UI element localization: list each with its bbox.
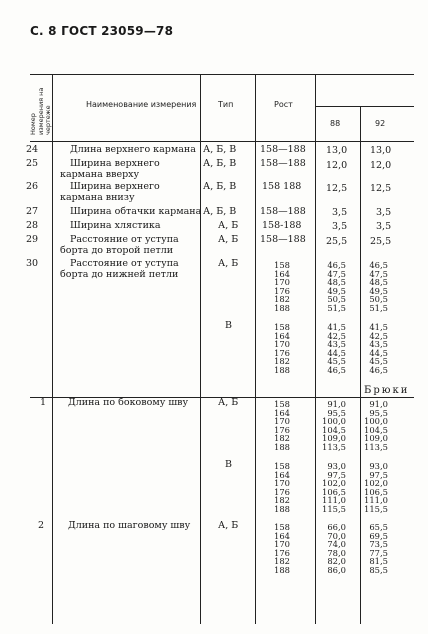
row-number: 28 [26,220,39,231]
row-type: А, Б [218,220,239,231]
value-92: 43,5 [369,339,388,349]
values-92-column [358,523,388,574]
value-92: 47,5 [369,268,388,279]
row-type: А, Б [218,520,239,531]
value-88: 97,5 [327,469,346,480]
row-name: Расстояние от уступа борта до нижней петли [60,258,179,280]
value-92: 113,5 [364,441,388,452]
height-value: 176 [274,424,290,435]
row-type: А, Б, В [203,181,237,192]
values-88-column [322,323,346,374]
value-92: 115,5 [364,503,388,514]
header-height: Рост [274,100,293,109]
value-92: 44,5 [369,347,388,358]
height-value: 188 [274,503,290,514]
height-value: 176 [274,486,290,497]
row-name: Ширина хлястика [70,220,161,231]
height-value: 176 [274,285,290,296]
row-name: Длина верхнего кармана [70,144,196,155]
value-88: 44,5 [327,347,346,358]
value-88: 46,5 [327,260,346,270]
value-92: 46,5 [369,260,388,270]
row-type: В [225,459,232,470]
row-height: 158-188 [262,220,302,231]
value-92: 97,5 [369,469,388,480]
height-value: 176 [274,547,290,558]
header-name: Наименование измерения [86,100,197,109]
value-92: 50,5 [369,294,388,304]
height-value: 182 [274,556,290,566]
value-88: 46,5 [327,364,346,375]
row-number: 2 [38,520,45,531]
values-92-column [358,400,388,451]
value-92: 102,0 [364,478,388,488]
row-name: Расстояние от уступа борта до второй петли [60,234,179,256]
height-value: 188 [274,364,290,375]
value-88: 70,0 [327,530,346,541]
row-number: 27 [26,206,39,217]
values-88-column [318,462,346,513]
values-92-column [358,462,388,513]
row-name: Ширина верхнего кармана внизу [60,181,160,203]
value-92: 77,5 [369,547,388,558]
row-value-92: 25,5 [370,236,392,247]
row-number: 1 [40,397,47,408]
height-value: 164 [274,469,290,480]
row-value-92: 3,5 [376,221,392,232]
height-value: 182 [274,495,290,505]
row-value-88: 12,0 [326,160,348,171]
page-header-title: С. 8 ГОСТ 23059—78 [30,24,174,38]
value-88: 104,5 [322,424,346,435]
row-number: 25 [26,158,39,169]
value-92: 91,0 [369,399,388,409]
height-value: 158 [274,522,290,532]
row-value-88: 12,5 [326,183,348,194]
row-name: Ширина верхнего кармана вверху [60,158,160,180]
row-type: А, Б [218,258,239,269]
value-88: 100,0 [322,416,346,426]
value-92: 48,5 [369,277,388,287]
value-88: 42,5 [327,330,346,341]
row-name: Длина по шаговому шву [68,520,191,531]
value-88: 47,5 [327,268,346,279]
value-92: 42,5 [369,330,388,341]
value-88: 78,0 [327,547,346,558]
row-number: 26 [26,181,39,192]
height-value: 188 [274,302,290,313]
height-value: 164 [274,330,290,341]
values-92-column [364,261,388,312]
value-92: 46,5 [369,364,388,375]
values-88-column [318,523,346,574]
value-92: 65,5 [369,522,388,532]
height-value: 188 [274,441,290,452]
heights-column [270,462,290,513]
value-92: 109,0 [364,433,388,443]
value-88: 43,5 [327,339,346,349]
size-subheader-line [315,106,414,107]
col-divider-height [315,74,316,624]
value-88: 111,0 [322,495,346,505]
row-number: 29 [26,234,39,245]
row-type: А, Б [218,234,239,245]
value-88: 115,5 [322,503,346,514]
height-value: 182 [274,294,290,304]
values-92-column [364,323,388,374]
table-header-bottom-border [30,141,414,142]
value-88: 95,5 [327,407,346,418]
row-value-92: 13,0 [370,145,392,156]
value-92: 104,5 [364,424,388,435]
row-value-92: 12,0 [370,160,392,171]
height-value: 170 [274,277,290,287]
row-value-88: 3,5 [332,207,348,218]
value-88: 51,5 [327,302,346,313]
table-top-border [30,74,414,75]
value-92: 81,5 [369,556,388,566]
value-88: 45,5 [327,356,346,366]
header-size-92: 92 [375,119,386,128]
value-92: 95,5 [369,407,388,418]
value-88: 109,0 [322,433,346,443]
heights-column [270,400,290,451]
height-value: 164 [274,268,290,279]
value-92: 111,0 [364,495,388,505]
col-divider-type [255,74,256,624]
value-92: 100,0 [364,416,388,426]
section-title: Брюки [364,385,410,396]
value-88: 49,5 [327,285,346,296]
row-height: 158—188 [260,234,306,245]
header-size-88: 88 [330,119,341,128]
height-value: 176 [274,347,290,358]
height-value: 158 [274,461,290,471]
row-name: Длина по боковому шву [68,397,189,408]
value-88: 41,5 [327,322,346,332]
value-88: 74,0 [327,539,346,549]
col-divider-name [200,74,201,624]
height-value: 188 [274,564,290,575]
value-88: 91,0 [327,399,346,409]
values-88-column [318,400,346,451]
col-divider-number [52,74,53,624]
value-88: 102,0 [322,478,346,488]
value-92: 45,5 [369,356,388,366]
height-value: 170 [274,478,290,488]
value-92: 49,5 [369,285,388,296]
row-value-88: 25,5 [326,236,348,247]
row-type: А, Б, В [203,206,237,217]
height-value: 170 [274,416,290,426]
header-number-label: Номер измерения на чертеже [29,87,52,135]
height-value: 158 [274,322,290,332]
row-value-92: 12,5 [370,183,392,194]
row-type: А, Б [218,397,239,408]
row-type: А, Б, В [203,158,237,169]
row-value-88: 3,5 [332,221,348,232]
heights-column [270,323,290,374]
row-number: 24 [26,144,39,155]
value-92: 69,5 [369,530,388,541]
value-92: 85,5 [369,564,388,575]
row-value-88: 13,0 [326,145,348,156]
height-value: 182 [274,433,290,443]
value-88: 82,0 [327,556,346,566]
values-88-column [322,261,346,312]
row-height: 158—188 [260,206,306,217]
value-92: 93,0 [369,461,388,471]
row-type: В [225,320,232,331]
value-88: 113,5 [322,441,346,452]
row-number: 30 [26,258,39,269]
height-value: 170 [274,539,290,549]
header-type: Тип [218,100,234,109]
row-height: 158—188 [260,158,306,169]
value-88: 93,0 [327,461,346,471]
value-92: 41,5 [369,322,388,332]
row-value-92: 3,5 [376,207,392,218]
value-92: 51,5 [369,302,388,313]
value-88: 48,5 [327,277,346,287]
heights-column [270,261,290,312]
height-value: 170 [274,339,290,349]
row-height: 158 188 [262,181,302,192]
height-value: 158 [274,399,290,409]
value-88: 66,0 [327,522,346,532]
height-value: 182 [274,356,290,366]
height-value: 164 [274,530,290,541]
heights-column [270,523,290,574]
height-value: 158 [274,260,290,270]
height-value: 164 [274,407,290,418]
value-92: 106,5 [364,486,388,497]
row-height: 158—188 [260,144,306,155]
value-88: 86,0 [327,564,346,575]
value-92: 73,5 [369,539,388,549]
row-name: Ширина обтачки кармана [70,206,202,217]
value-88: 50,5 [327,294,346,304]
row-type: А, Б, В [203,144,237,155]
value-88: 106,5 [322,486,346,497]
